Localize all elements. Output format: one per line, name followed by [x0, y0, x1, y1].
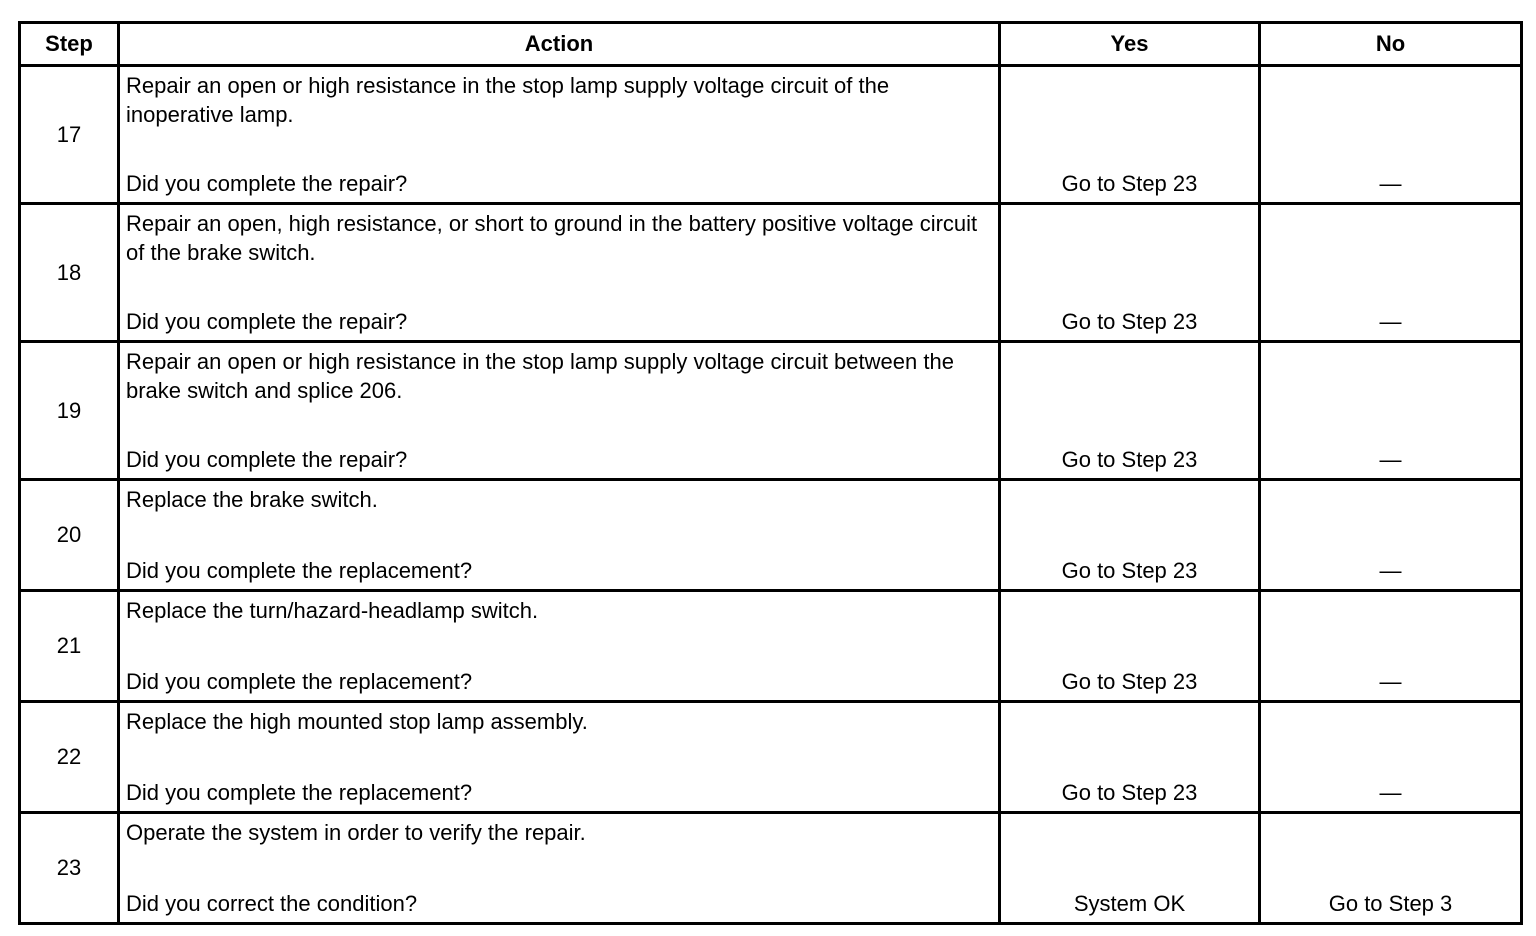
action-instruction: Repair an open or high resistance in the stop lamp supply voltage circuit between the brake switch and splice 206.	[126, 349, 954, 403]
action-question: Did you complete the replacement?	[126, 780, 473, 805]
no-result: —	[1379, 669, 1402, 694]
header-no: No	[1260, 23, 1522, 66]
table-row	[20, 702, 1522, 813]
step-number: 22	[20, 702, 119, 813]
yes-result: Go to Step 23	[1061, 171, 1198, 196]
action-cell	[119, 591, 1000, 702]
diagnostic-table	[18, 21, 1523, 925]
yes-cell	[1000, 204, 1260, 342]
step-number: 20	[20, 480, 119, 591]
no-cell	[1260, 204, 1522, 342]
no-result: —	[1379, 171, 1402, 196]
action-question: Did you complete the repair?	[126, 447, 408, 472]
yes-cell	[1000, 702, 1260, 813]
table-row	[20, 591, 1522, 702]
yes-cell	[1000, 591, 1260, 702]
yes-result: Go to Step 23	[1061, 447, 1198, 472]
step-number: 21	[20, 591, 119, 702]
action-instruction: Replace the high mounted stop lamp assembly.	[126, 709, 588, 734]
action-cell	[119, 204, 1000, 342]
no-cell	[1260, 813, 1522, 924]
table-row	[20, 66, 1522, 204]
action-question: Did you complete the replacement?	[126, 558, 473, 583]
yes-result: Go to Step 23	[1061, 558, 1198, 583]
step-number: 18	[20, 204, 119, 342]
step-number: 17	[20, 66, 119, 204]
header-step: Step	[20, 23, 119, 66]
action-instruction: Repair an open or high resistance in the stop lamp supply voltage circuit of the inoperative lamp.	[126, 73, 890, 127]
table-row	[20, 480, 1522, 591]
table-header-row	[20, 23, 1522, 66]
action-question: Did you complete the repair?	[126, 309, 408, 334]
no-cell	[1260, 591, 1522, 702]
action-cell	[119, 702, 1000, 813]
action-instruction: Replace the brake switch.	[126, 487, 378, 512]
yes-result: System OK	[1073, 891, 1186, 916]
yes-result: Go to Step 23	[1061, 309, 1198, 334]
no-cell	[1260, 342, 1522, 480]
yes-cell	[1000, 480, 1260, 591]
no-cell	[1260, 480, 1522, 591]
no-result: —	[1379, 309, 1402, 334]
action-cell	[119, 480, 1000, 591]
yes-cell	[1000, 342, 1260, 480]
step-number: 23	[20, 813, 119, 924]
step-number: 19	[20, 342, 119, 480]
action-question: Did you correct the condition?	[126, 891, 418, 916]
table-row	[20, 813, 1522, 924]
yes-result: Go to Step 23	[1061, 669, 1198, 694]
yes-cell	[1000, 66, 1260, 204]
action-instruction: Operate the system in order to verify the repair.	[126, 820, 586, 845]
yes-result: Go to Step 23	[1061, 780, 1198, 805]
action-instruction: Repair an open, high resistance, or short to ground in the battery positive voltage circuit of the brake switch.	[126, 211, 978, 265]
table-row	[20, 204, 1522, 342]
action-question: Did you complete the replacement?	[126, 669, 473, 694]
diagnostic-table-container	[18, 21, 1520, 925]
no-result: —	[1379, 447, 1402, 472]
action-instruction: Replace the turn/hazard-headlamp switch.	[126, 598, 539, 623]
no-cell	[1260, 702, 1522, 813]
action-cell	[119, 813, 1000, 924]
no-cell	[1260, 66, 1522, 204]
header-action: Action	[119, 23, 1000, 66]
table-row	[20, 342, 1522, 480]
no-result: —	[1379, 558, 1402, 583]
action-question: Did you complete the repair?	[126, 171, 408, 196]
header-yes: Yes	[1000, 23, 1260, 66]
action-cell	[119, 66, 1000, 204]
yes-cell	[1000, 813, 1260, 924]
action-cell	[119, 342, 1000, 480]
no-result: Go to Step 3	[1328, 891, 1453, 916]
no-result: —	[1379, 780, 1402, 805]
